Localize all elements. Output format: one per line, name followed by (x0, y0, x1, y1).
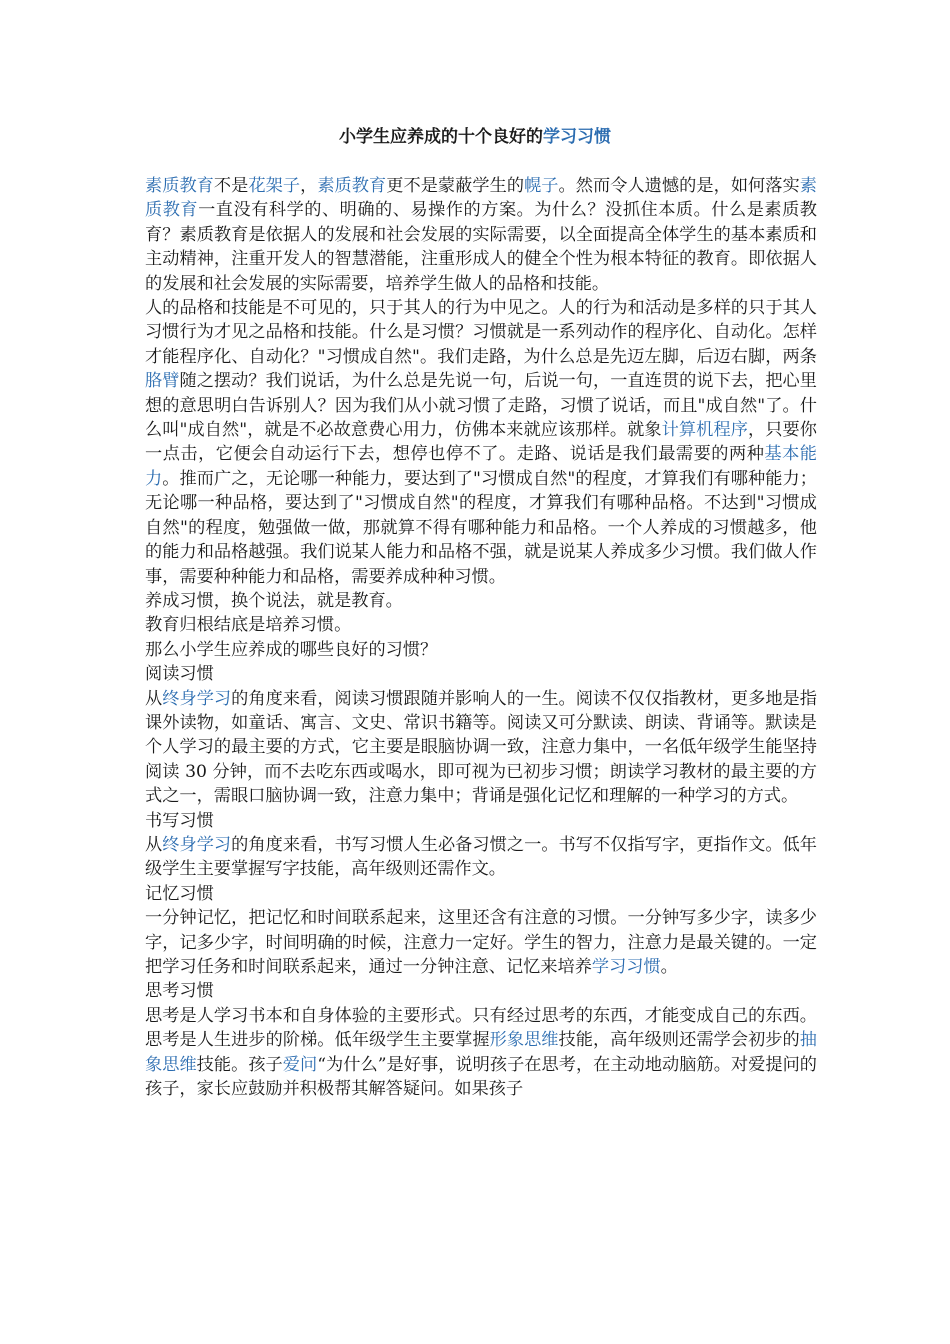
text-segment: 养成习惯，换个说法，就是教育。 (145, 590, 403, 611)
text-segment: “为什么”是好事，说明孩子在思考，在主动地动脑筋。对爱提问的孩子，家长应鼓励并积极帮其解答疑问。如果孩子 (145, 1054, 817, 1100)
hyperlink[interactable]: 终身学习 (162, 688, 232, 709)
text-segment: 技能，高年级则还需学会初步的 (558, 1030, 800, 1051)
hyperlink[interactable]: 计算机程序 (661, 420, 748, 441)
text-segment: 教育归根结底是培养习惯。 (145, 615, 352, 636)
hyperlink[interactable]: 终身学习 (162, 834, 232, 855)
paragraph (145, 638, 817, 662)
text-segment: 记忆习惯 (145, 883, 214, 904)
hyperlink[interactable]: 花架子 (248, 176, 301, 196)
hyperlink[interactable]: 学习习惯 (591, 957, 661, 977)
text-segment: 。然而令人遗憾的是，如何落实 (558, 176, 800, 196)
hyperlink[interactable]: 抽象思维 (145, 1030, 817, 1075)
text-segment: 那么小学生应养成的哪些良好的习惯？ (145, 639, 438, 660)
text-segment: 思考是人学习书本和自身体验的主要形式。只有经过思考的东西，才能变成自己的东西。思考是人生进步的阶梯。低年级学生主要掌握 (145, 1005, 817, 1051)
paragraph (145, 906, 817, 979)
text-segment: 的角度来看，书写习惯人生必备习惯之一。书写不仅指写字，更指作文。低年级学生主要掌握写字技能，高年级则还需作文。 (145, 834, 817, 880)
text-segment: 人的品格和技能是不可见的，只于其人的行为中见之。人的行为和活动是多样的只于其人习惯行为才见之品格和技能。什么是习惯？习惯就是一系列动作的程序化、自动化。怎样才能程序化、自动化？"习惯成自然"。我们走路，为什么总是先迈左脚，后迈右脚，两条 (145, 298, 817, 367)
document-title (0, 126, 950, 148)
document-body (145, 174, 817, 1101)
hyperlink[interactable]: 基本能力 (145, 444, 817, 489)
text-segment: 一直没有科学的、明确的、易操作的方案。为什么？没抓住本质。什么是素质教育？素质教育是依据人的发展和社会发展的实际需要，以全面提高全体学生的基本素质和主动精神，注重开发人的智慧潜能，注重形成人的健全个性为根本特征的教育。即依据人的发展和社会发展的实际需要，培养学生做人的品格和技能。 (145, 200, 817, 294)
hyperlink[interactable]: 幌子 (524, 176, 559, 196)
text-segment: 一分钟记忆，把记忆和时间联系起来，这里还含有注意的习惯。一分钟写多少字，读多少字，记多少字，时间明确的时候，注意力一定好。学生的智力，注意力是最关键的。一定把学习任务和时间联系起来，通过一分钟注意、记忆来培养 (145, 908, 817, 977)
hyperlink[interactable]: 素质教育 (145, 176, 214, 196)
text-segment: 。推而广之，无论哪一种能力，要达到了"习惯成自然"的程度，才算我们有哪种能力；无论哪一种品格，要达到了"习惯成自然"的程度，才算我们有哪种品格。不达到"习惯成自然"的程度，勉强做一做，那就算不得有哪种能力和品格。一个人养成的习惯越多，他的能力和品格越强。我们说某人能力和品格不强，就是说某人养成多少习惯。我们做人作事，需要种种能力和品格，需要养成种种习惯。 (145, 468, 817, 587)
text-segment: 阅读习惯 (145, 664, 214, 685)
text-segment: 的角度来看，阅读习惯跟随并影响人的一生。阅读不仅仅指教材，更多地是指课外读物，如童话、寓言、文史、常识书籍等。阅读又可分默读、朗读、背诵等。默读是个人学习的最主要的方式，它主要是眼脑协调一致，注意力集中，一名低年级学生能坚持阅读 30 分钟，而不去吃东西或喝水，即可视为已初步习惯；朗读学习教材的最主要的方式之一，需眼口脑协调一致，注意力集中；背诵是强化记忆和理解的一种学习的方式。 (145, 688, 817, 807)
hyperlink[interactable]: 素质教育 (145, 176, 817, 221)
paragraph (145, 662, 817, 686)
text-segment: 更不是蒙蔽学生的 (386, 176, 525, 196)
text-segment: ， (300, 176, 318, 196)
paragraph (145, 809, 817, 833)
paragraph (145, 174, 817, 296)
paragraph (145, 589, 817, 613)
hyperlink[interactable]: 爱问 (282, 1054, 318, 1075)
paragraph (145, 296, 817, 589)
text-segment: 思考习惯 (145, 981, 214, 1002)
text-segment: ，只要你一点击，它便会自动运行下去，想停也停不了。走路、说话是我们最需要的两种 (145, 420, 817, 465)
text-segment: 从 (145, 834, 163, 855)
text-segment: 从 (145, 688, 163, 709)
paragraph (145, 979, 817, 1003)
hyperlink[interactable]: 形象思维 (489, 1030, 559, 1051)
paragraph (145, 687, 817, 809)
hyperlink[interactable]: 素质教育 (317, 176, 387, 196)
hyperlink[interactable]: 学习习惯 (543, 127, 611, 147)
hyperlink[interactable]: 胳臂 (145, 371, 180, 392)
text-segment: 不是 (213, 176, 249, 196)
text-segment: 小学生应养成的十个良好的 (339, 127, 543, 147)
paragraph (145, 1004, 817, 1102)
paragraph (145, 613, 817, 637)
paragraph (145, 882, 817, 906)
text-segment: 书写习惯 (145, 810, 214, 831)
text-segment: 随之摆动？我们说话，为什么总是先说一句，后说一句，一直连贯的说下去，把心里想的意思明白告诉别人？因为我们从小就习惯了走路，习惯了说话，而且"成自然"了。什么叫"成自然"，就是不必故意费心用力，仿佛本来就应该那样。就象 (145, 371, 817, 441)
text-segment: 技能。孩子 (196, 1054, 283, 1075)
text-segment: 。 (660, 957, 678, 977)
paragraph (145, 833, 817, 882)
